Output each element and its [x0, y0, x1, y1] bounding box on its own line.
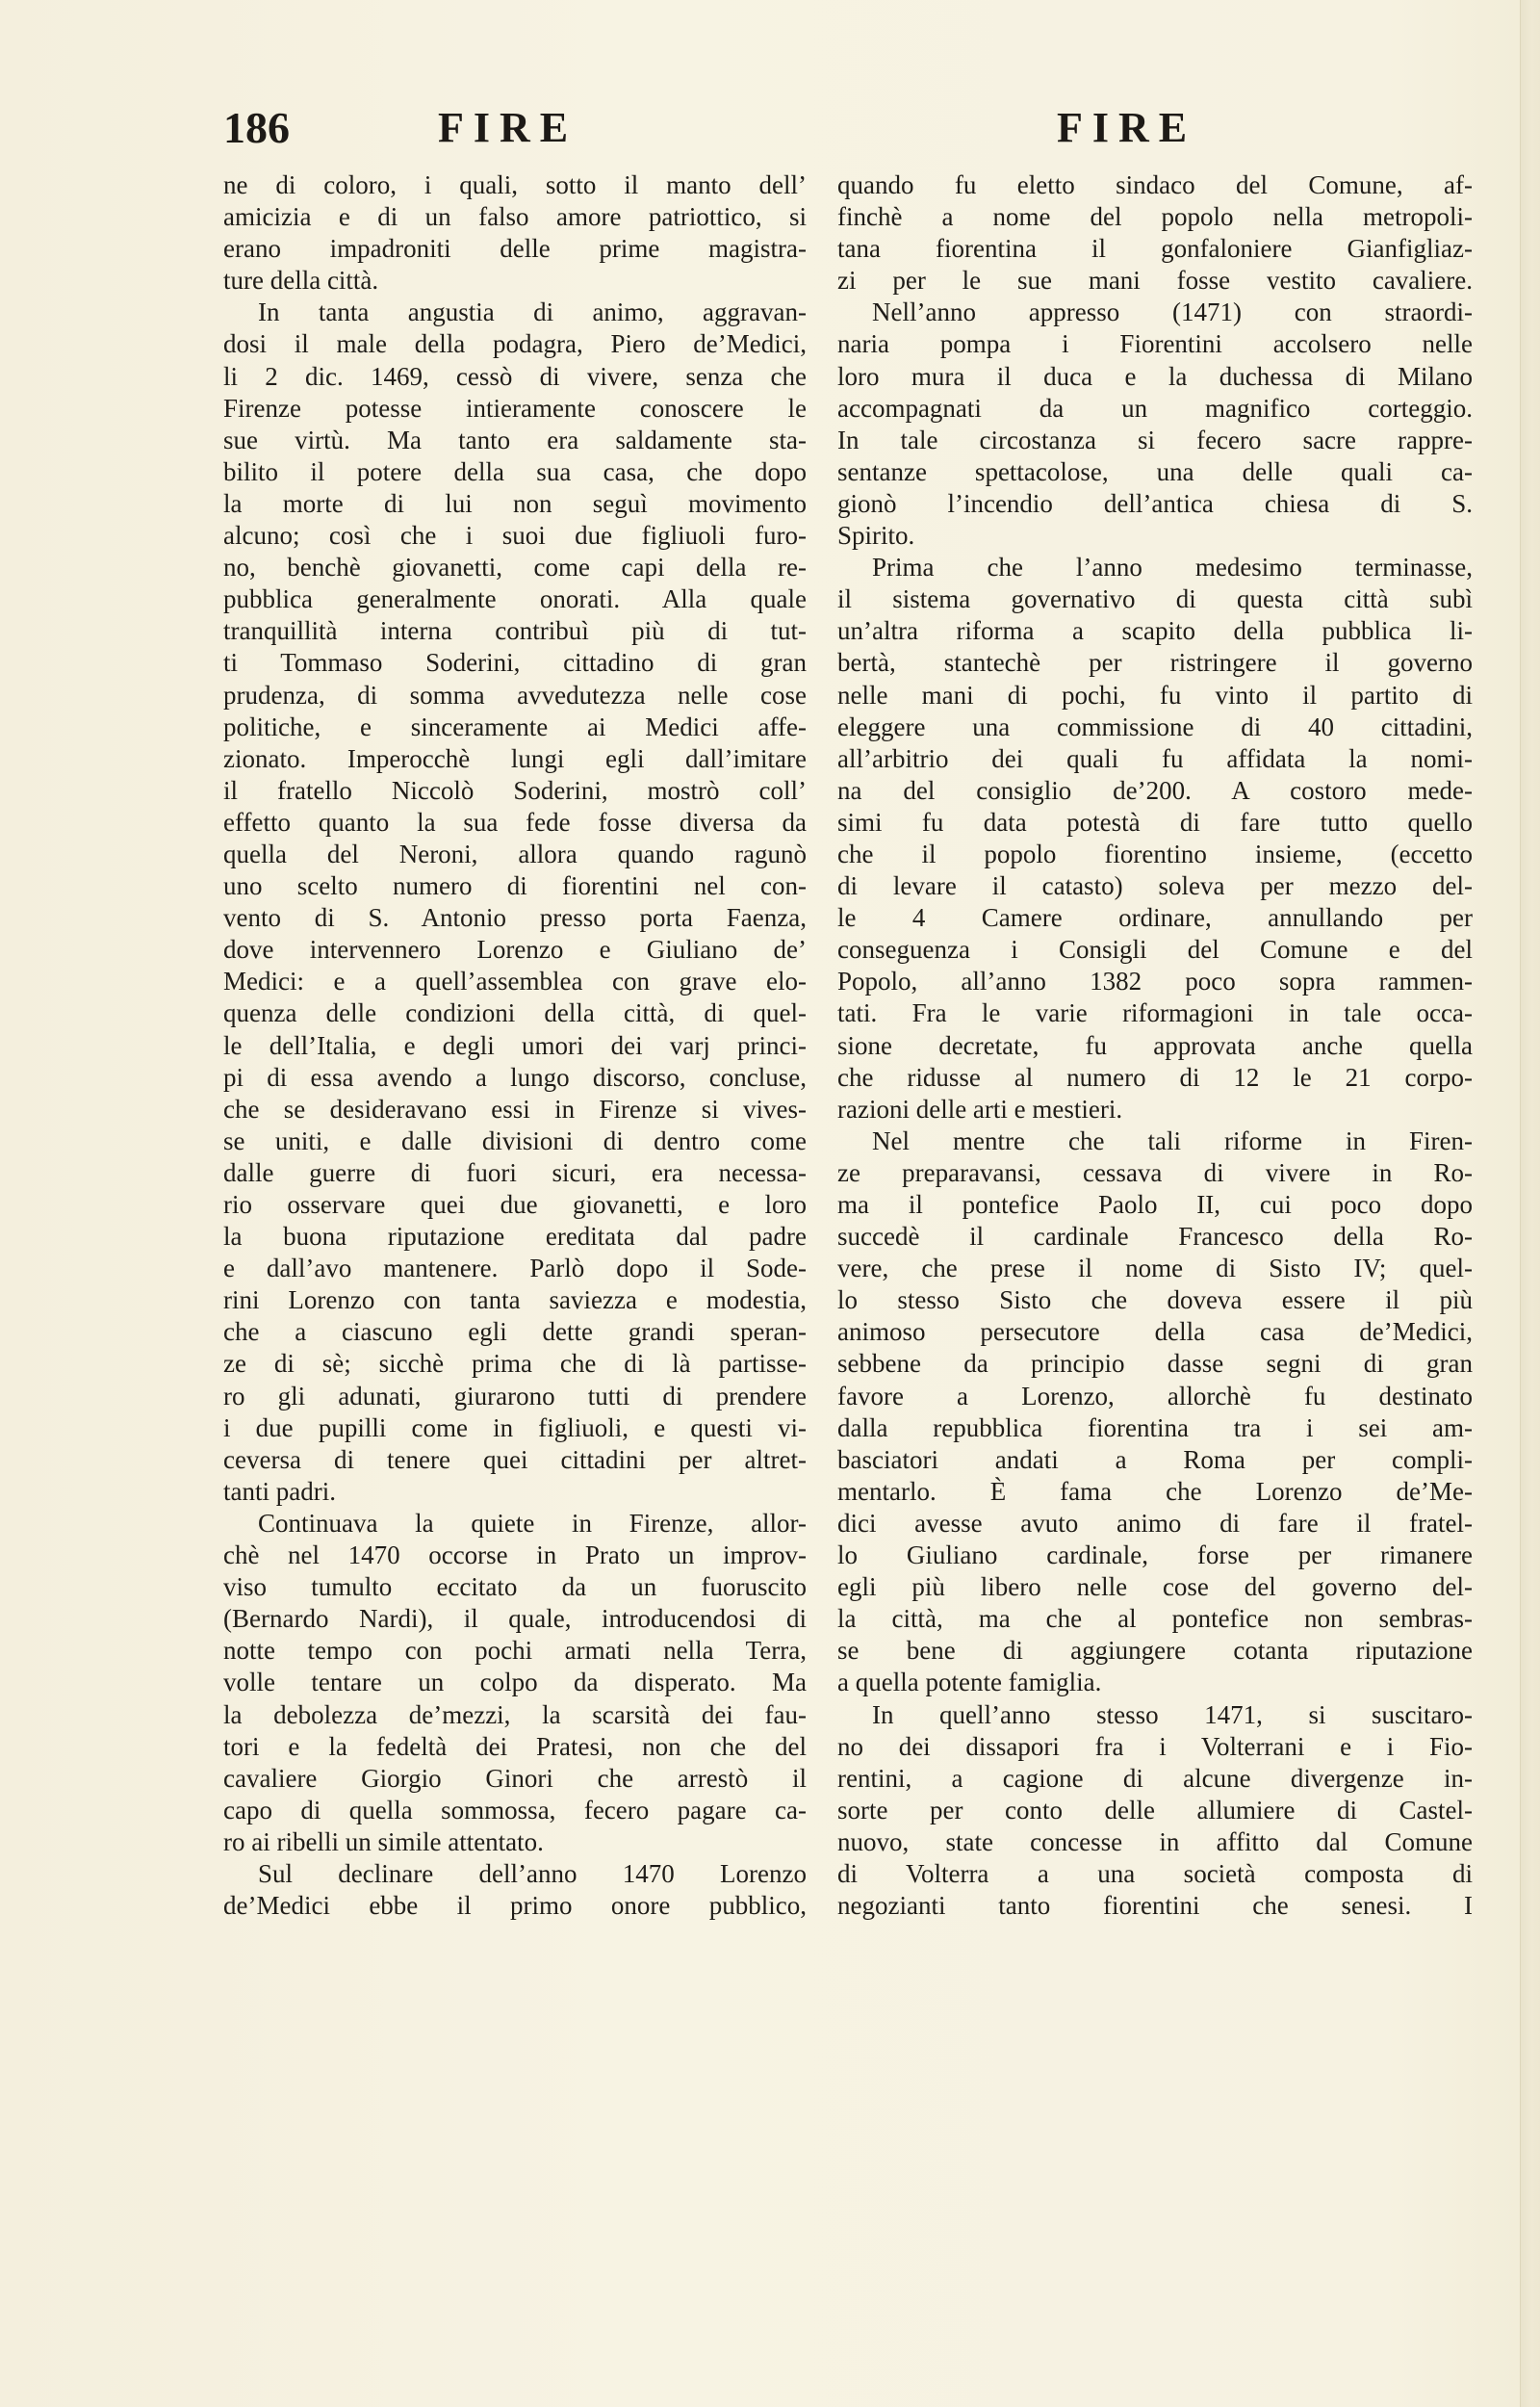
text-line: rini Lorenzo con tanta saviezza e modestia,	[223, 1285, 807, 1315]
text-line: mentarlo. È fama che Lorenzo de’Me-	[837, 1476, 1473, 1506]
right-column	[837, 169, 1473, 1922]
text-line: dalle guerre di fuori sicuri, era necessa-	[223, 1157, 807, 1187]
text-line: basciatori andati a Roma per compli-	[837, 1444, 1473, 1474]
paragraph-start-line: In quell’anno stesso 1471, si suscitaro-	[872, 1699, 1473, 1729]
text-line: la buona riputazione ereditata dal padre	[223, 1222, 807, 1252]
text-line: ro ai ribelli un simile attentato.	[223, 1826, 544, 1856]
text-line: tanti padri.	[223, 1476, 336, 1506]
text-line: animoso persecutore della casa de’Medici,	[837, 1317, 1473, 1347]
text-line: zionato. Imperocchè lungi egli dall’imitare	[223, 743, 807, 773]
text-line: na del consiglio de’200. A costoro mede-	[837, 775, 1473, 805]
text-line: ze preparavansi, cessava di vivere in Ro-	[837, 1157, 1473, 1187]
text-line: quenza delle condizioni della città, di quel-	[223, 998, 807, 1028]
text-line: pubblica generalmente onorati. Alla quale	[223, 584, 807, 614]
text-line: rio osservare quei due giovanetti, e loro	[223, 1190, 807, 1219]
text-line: alcuno; così che i suoi due figliuoli furo-	[223, 521, 807, 551]
text-line: tranquillità interna contribuì più di tut-	[223, 616, 807, 646]
text-line: dosi il male della podagra, Piero de’Medici,	[223, 329, 807, 359]
text-line: vento di S. Antonio presso porta Faenza,	[223, 903, 807, 933]
text-line: tana fiorentina il gonfaloniere Gianfigliaz-	[837, 234, 1473, 264]
text-line: erano impadroniti delle prime magistra-	[223, 234, 807, 264]
paragraph-start-line: Prima che l’anno medesimo terminasse,	[872, 553, 1473, 582]
text-line: sentanze spettacolose, una delle quali ca-	[837, 456, 1473, 486]
text-line: li 2 dic. 1469, cessò di vivere, senza che	[223, 361, 807, 391]
text-line: (Bernardo Nardi), il quale, introducendosi di	[223, 1604, 807, 1634]
text-line: tati. Fra le varie riformagioni in tale occa-	[837, 998, 1473, 1028]
text-line: capo di quella sommossa, fecero pagare ca-	[223, 1795, 807, 1825]
text-line: amicizia e di un falso amore patriottico, si	[223, 202, 807, 232]
text-line: pi di essa avendo a lungo discorso, concluse,	[223, 1062, 807, 1092]
text-line: di levare il catasto) soleva per mezzo del-	[837, 871, 1473, 901]
text-line: che il popolo fiorentino insieme, (eccetto	[837, 839, 1473, 868]
page-number: 186	[223, 103, 290, 152]
text-line: lo stesso Sisto che doveva essere il più	[837, 1285, 1473, 1315]
page-edge	[1520, 0, 1540, 2407]
text-line: sebbene da principio dasse segni di gran	[837, 1349, 1473, 1379]
text-line: volle tentare un colpo da disperato. Ma	[223, 1668, 807, 1697]
text-line: de’Medici ebbe il primo onore pubblico,	[223, 1891, 807, 1921]
left-column	[223, 169, 807, 1922]
text-line: ne di coloro, i quali, sotto il manto dell’	[223, 170, 807, 199]
text-line: di Volterra a una società composta di	[837, 1858, 1473, 1888]
paragraph-start-line: Continuava la quiete in Firenze, allor-	[258, 1508, 807, 1538]
text-line: ture della città.	[223, 266, 379, 296]
text-line: un’altra riforma a scapito della pubblica li-	[837, 616, 1473, 646]
text-line: favore a Lorenzo, allorchè fu destinato	[837, 1381, 1473, 1411]
text-line: sue virtù. Ma tanto era saldamente sta-	[223, 425, 807, 454]
paragraph-start-line: Nel mentre che tali riforme in Firen-	[872, 1126, 1473, 1155]
text-line: razioni delle arti e mestieri.	[837, 1094, 1123, 1124]
paragraph-start-line: In tanta angustia di animo, aggravan-	[258, 298, 807, 327]
text-line: e dall’avo mantenere. Parlò dopo il Sode-	[223, 1254, 807, 1283]
text-line: che ridusse al numero di 12 le 21 corpo-	[837, 1062, 1473, 1092]
text-line: eleggere una commissione di 40 cittadini,	[837, 712, 1473, 741]
text-line: dici avesse avuto animo di fare il fratel-	[837, 1508, 1473, 1538]
text-line: il fratello Niccolò Soderini, mostrò coll’	[223, 775, 807, 805]
text-line: loro mura il duca e la duchessa di Milano	[837, 361, 1473, 391]
text-line: Popolo, all’anno 1382 poco sopra rammen-	[837, 967, 1473, 996]
text-line: egli più libero nelle cose del governo del-	[837, 1572, 1473, 1602]
text-line: nelle mani di pochi, fu vinto il partito di	[837, 680, 1473, 710]
text-line: ti Tommaso Soderini, cittadino di gran	[223, 648, 807, 678]
text-line: le 4 Camere ordinare, annullando per	[837, 903, 1473, 933]
text-line: vere, che prese il nome di Sisto IV; quel-	[837, 1254, 1473, 1283]
text-line: nuovo, state concesse in affitto dal Comune	[837, 1826, 1473, 1856]
text-line: In tale circostanza si fecero sacre rappre-	[837, 425, 1473, 454]
text-line: notte tempo con pochi armati nella Terra,	[223, 1636, 807, 1666]
text-line: sione decretate, fu approvata anche quella	[837, 1030, 1473, 1060]
text-line: simi fu data potestà di fare tutto quello	[837, 807, 1473, 837]
text-line: ceversa di tenere quei cittadini per altret-	[223, 1444, 807, 1474]
text-line: dove intervennero Lorenzo e Giuliano de’	[223, 935, 807, 965]
text-line: all’arbitrio dei quali fu affidata la nomi-	[837, 743, 1473, 773]
text-line: effetto quanto la sua fede fosse diversa da	[223, 807, 807, 837]
text-line: la città, ma che al pontefice non sembras-	[837, 1604, 1473, 1634]
text-line: che se desideravano essi in Firenze si vives-	[223, 1094, 807, 1124]
text-line: ze di sè; sicchè prima che di là partisse-	[223, 1349, 807, 1379]
text-line: naria pompa i Fiorentini accolsero nelle	[837, 329, 1473, 359]
text-line: accompagnati da un magnifico corteggio.	[837, 393, 1473, 423]
text-line: la debolezza de’mezzi, la scarsità dei fau-	[223, 1699, 807, 1729]
text-line: zi per le sue mani fosse vestito cavaliere.	[837, 266, 1473, 296]
text-line: bilito il potere della sua casa, che dopo	[223, 456, 807, 486]
running-head-left: FIRE	[438, 104, 578, 151]
text-line: Firenze potesse intieramente conoscere le	[223, 393, 807, 423]
text-line: dalla repubblica fiorentina tra i sei am-	[837, 1412, 1473, 1442]
text-line: tori e la fedeltà dei Pratesi, non che del	[223, 1731, 807, 1761]
text-line: Spirito.	[837, 521, 915, 551]
text-line: prudenza, di somma avvedutezza nelle cose	[223, 680, 807, 710]
text-line: succedè il cardinale Francesco della Ro-	[837, 1222, 1473, 1252]
text-line: viso tumulto eccitato da un fuoruscito	[223, 1572, 807, 1602]
text-line: ma il pontefice Paolo II, cui poco dopo	[837, 1190, 1473, 1219]
text-line: ro gli adunati, giurarono tutti di prendere	[223, 1381, 807, 1411]
text-line: Medici: e a quell’assemblea con grave elo-	[223, 967, 807, 996]
text-line: gionò l’incendio dell’antica chiesa di S.	[837, 488, 1473, 518]
text-line: rentini, a cagione di alcune divergenze in-	[837, 1763, 1473, 1793]
text-line: a quella potente famiglia.	[837, 1668, 1102, 1697]
text-line: finchè a nome del popolo nella metropoli-	[837, 202, 1473, 232]
running-head-right: FIRE	[1057, 104, 1197, 151]
text-line: quando fu eletto sindaco del Comune, af-	[837, 170, 1473, 199]
paragraph-start-line: Nell’anno appresso (1471) con straordi-	[872, 298, 1473, 327]
text-line: conseguenza i Consigli del Comune e del	[837, 935, 1473, 965]
text-line: quella del Neroni, allora quando ragunò	[223, 839, 807, 868]
text-line: la morte di lui non seguì movimento	[223, 488, 807, 518]
text-line: lo Giuliano cardinale, forse per rimanere	[837, 1540, 1473, 1570]
text-line: se bene di aggiungere cotanta riputazione	[837, 1636, 1473, 1666]
text-line: negozianti tanto fiorentini che senesi. I	[837, 1891, 1473, 1921]
text-line: se uniti, e dalle divisioni di dentro come	[223, 1126, 807, 1155]
text-line: uno scelto numero di fiorentini nel con-	[223, 871, 807, 901]
text-line: cavaliere Giorgio Ginori che arrestò il	[223, 1763, 807, 1793]
text-line: chè nel 1470 occorse in Prato un improv-	[223, 1540, 807, 1570]
text-line: politiche, e sinceramente ai Medici affe-	[223, 712, 807, 741]
paragraph-start-line: Sul declinare dell’anno 1470 Lorenzo	[258, 1858, 807, 1888]
text-line: le dell’Italia, e degli umori dei varj princi-	[223, 1030, 807, 1060]
text-line: no dei dissapori fra i Volterrani e i Fio-	[837, 1731, 1473, 1761]
text-line: che a ciascuno egli dette grandi speran-	[223, 1317, 807, 1347]
text-line: il sistema governativo di questa città subì	[837, 584, 1473, 614]
text-line: bertà, stantechè per ristringere il governo	[837, 648, 1473, 678]
text-line: sorte per conto delle allumiere di Castel-	[837, 1795, 1473, 1825]
text-line: i due pupilli come in figliuoli, e questi vi-	[223, 1412, 807, 1442]
text-line: no, benchè giovanetti, come capi della re-	[223, 553, 807, 582]
